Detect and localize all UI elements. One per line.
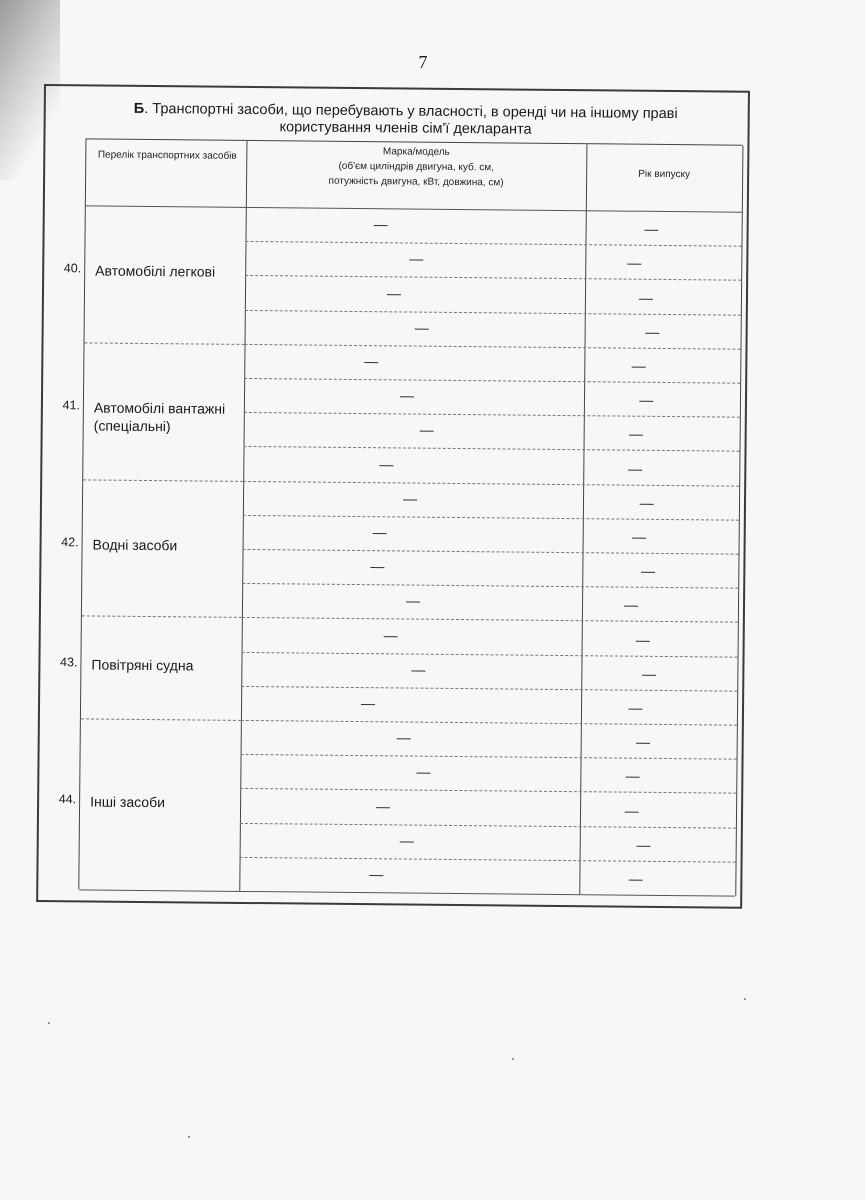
row-divider (244, 446, 740, 452)
row-divider (245, 241, 741, 247)
category-number: 42. (61, 535, 79, 550)
row-divider (242, 617, 738, 623)
make-model-cell-dash: — (416, 763, 431, 781)
year-cell-dash: — (628, 699, 643, 716)
make-model-cell-dash: — (383, 626, 398, 643)
row-divider (245, 275, 741, 281)
scan-speck (48, 1022, 50, 1024)
header-make-model-line1: Марка/модель (382, 146, 450, 158)
make-model-cell-dash: — (409, 250, 424, 267)
table-right-border (735, 146, 743, 896)
year-cell-dash: — (627, 254, 642, 272)
vehicles-table (58, 138, 742, 895)
row-divider (240, 823, 736, 829)
make-model-cell-dash: — (372, 524, 387, 541)
scan-speck (512, 1058, 514, 1060)
row-divider (245, 344, 741, 350)
section-title (86, 100, 726, 140)
row-divider (243, 515, 739, 521)
year-cell-dash: — (635, 733, 651, 750)
year-cell-dash: — (631, 528, 647, 545)
make-model-cell-dash: — (411, 661, 426, 678)
section-title-line2: користування членів сім'ї декларанта (279, 119, 532, 138)
category-label: Автомобілі легкові (95, 262, 216, 281)
year-cell-dash: — (628, 425, 644, 443)
row-divider (244, 412, 740, 418)
row-divider (240, 857, 736, 863)
category-divider (83, 479, 243, 482)
year-cell-dash: — (623, 596, 639, 614)
make-model-cell-dash: — (399, 832, 414, 849)
year-cell-dash: — (641, 665, 657, 682)
row-divider (245, 310, 741, 316)
row-divider (242, 583, 738, 589)
column-divider (579, 144, 587, 894)
year-cell-dash: — (644, 220, 659, 237)
make-model-cell-dash: — (402, 490, 418, 507)
make-model-cell-dash: — (386, 284, 402, 301)
year-cell-dash: — (639, 494, 654, 511)
make-model-cell-dash: — (376, 797, 391, 814)
make-model-cell-dash: — (399, 387, 415, 404)
make-model-cell-dash: — (364, 352, 379, 370)
header-year: Рік випуску (638, 168, 691, 181)
row-divider (240, 788, 736, 794)
category-divider (81, 718, 241, 721)
make-model-cell-dash: — (414, 319, 429, 336)
header-make-model (246, 143, 586, 191)
category-number: 44. (58, 791, 77, 806)
header-vehicle-list: Перелік транспортних засобів (97, 149, 237, 162)
row-divider (243, 481, 739, 487)
year-cell-dash: — (636, 836, 651, 853)
year-cell-dash: — (631, 357, 646, 374)
section-letter: Б (133, 100, 145, 117)
header-divider (86, 205, 742, 212)
make-model-cell-dash: — (379, 455, 394, 472)
category-divider (82, 616, 242, 619)
scan-speck (744, 998, 746, 1000)
header-make-model-line2: (об'єм циліндрів двигуна, куб. см, (338, 160, 494, 174)
row-divider (241, 686, 737, 692)
make-model-cell-dash: — (405, 592, 421, 609)
category-label: Повітряні судна (91, 656, 194, 674)
table-bottom-border (79, 889, 735, 896)
year-cell-dash: — (635, 631, 650, 648)
section-frame (36, 84, 750, 909)
year-cell-dash: — (627, 460, 643, 477)
category-number: 40. (63, 261, 82, 276)
year-cell-dash: — (645, 323, 660, 340)
row-divider (241, 720, 737, 726)
make-model-cell-dash: — (419, 421, 434, 439)
make-model-cell-dash: — (369, 866, 384, 883)
year-cell-dash: — (624, 802, 639, 819)
category-label: Автомобілі вантажні (спеціальні) (93, 399, 226, 435)
make-model-cell-dash: — (360, 694, 376, 712)
make-model-cell-dash: — (370, 558, 385, 575)
category-label: Водні засоби (92, 536, 178, 554)
category-divider (85, 342, 245, 345)
row-divider (242, 652, 738, 658)
row-divider (241, 754, 737, 760)
category-number: 41. (62, 398, 80, 413)
scan-speck (188, 1136, 190, 1138)
year-cell-dash: — (628, 870, 643, 887)
year-cell-dash: — (625, 767, 640, 785)
header-make-model-line3: потужність двигуна, кВт, довжина, см) (328, 175, 504, 189)
year-cell-dash: — (639, 391, 654, 408)
make-model-cell-dash: — (396, 729, 411, 746)
category-number: 43. (59, 654, 78, 670)
section-title-line1: . Транспортні засоби, що перебувають у власності, в оренді чи на іншому праві (144, 100, 678, 123)
year-cell-dash: — (638, 289, 654, 306)
column-divider (239, 141, 247, 891)
row-divider (244, 378, 740, 384)
category-label: Інші засоби (90, 792, 166, 810)
row-divider (243, 549, 739, 555)
page-number: 7 (418, 52, 428, 72)
year-cell-dash: — (640, 562, 656, 579)
make-model-cell-dash: — (373, 216, 388, 233)
